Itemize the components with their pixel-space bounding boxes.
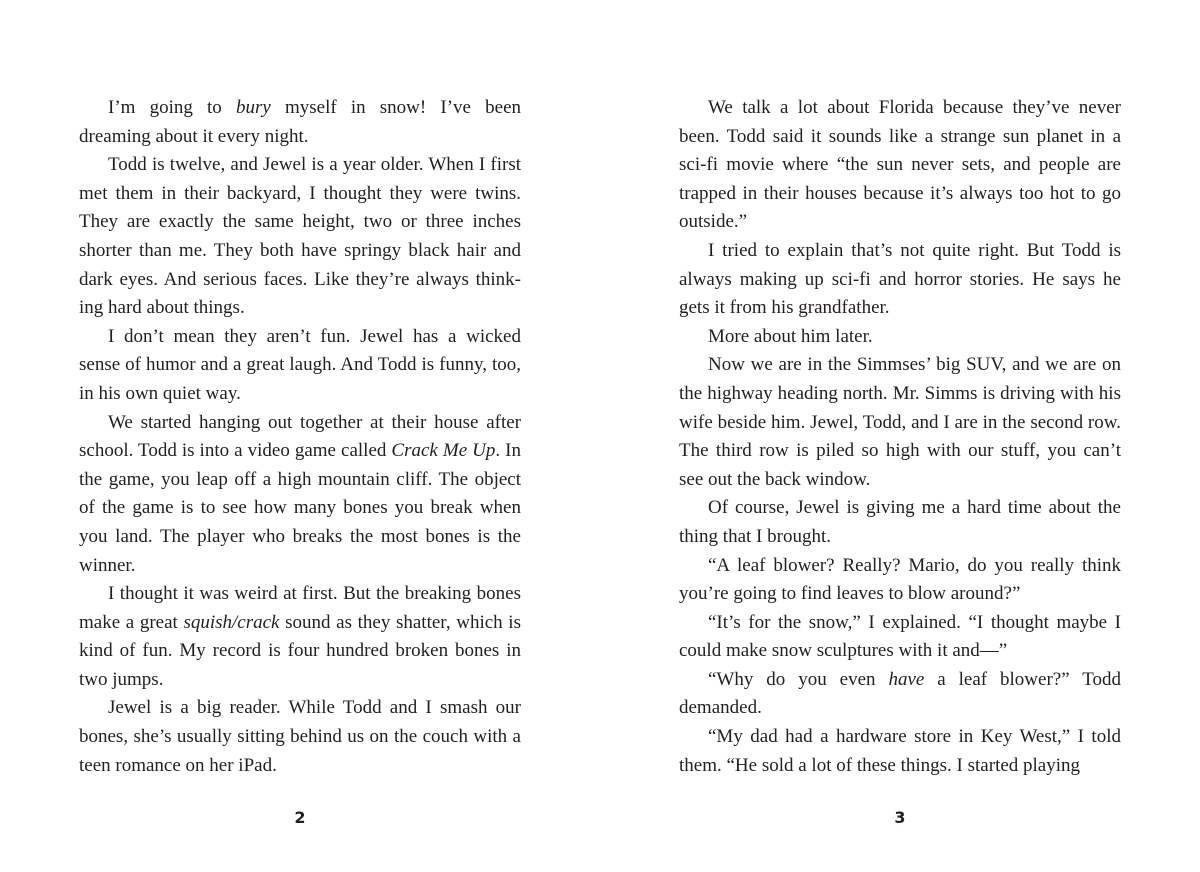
paragraph bbox=[679, 351, 1121, 494]
text-run: myself in snow! I’ve been dreaming about it every night. bbox=[79, 97, 521, 147]
paragraph bbox=[679, 494, 1121, 551]
paragraph bbox=[79, 694, 521, 780]
paragraph bbox=[79, 580, 521, 694]
paragraph bbox=[679, 552, 1121, 609]
paragraph bbox=[679, 666, 1121, 723]
left-page-body bbox=[79, 94, 521, 780]
paragraph bbox=[679, 237, 1121, 323]
text-run: “My dad had a hardware store in Key West,” I told them. “He sold a lot of these things. I started playing bbox=[679, 726, 1121, 776]
text-run: “It’s for the snow,” I explained. “I thought maybe I could make snow sculptures with it and—” bbox=[679, 611, 1121, 662]
italic-text-run: bury bbox=[235, 97, 271, 118]
italic-text-run: have bbox=[888, 668, 925, 690]
text-run: Of course, Jewel is giving me a hard time about the thing that I brought. bbox=[679, 497, 1121, 547]
paragraph bbox=[679, 723, 1121, 780]
italic-text-run: squish/crack bbox=[183, 611, 280, 633]
text-run: “Why do you even bbox=[708, 668, 889, 690]
paragraph bbox=[79, 94, 521, 151]
paragraph bbox=[679, 609, 1121, 666]
text-run: sound as they shatter, which is kind of fun. My record is four hundred broken bones in two jumps. bbox=[79, 611, 521, 690]
right-page-body bbox=[679, 94, 1121, 780]
text-run: We talk a lot about Florida because they’ve never been. Todd said it sounds like a strange sun planet in a sci-fi movie where “the sun never sets, and people are trapped in their houses because it’s always too hot to go outside.” bbox=[679, 97, 1121, 233]
text-run: More about him later. bbox=[708, 325, 873, 347]
paragraph bbox=[79, 409, 521, 581]
text-run: a leaf blower?” Todd demanded. bbox=[679, 668, 1122, 719]
paragraph bbox=[679, 94, 1121, 237]
paragraph bbox=[679, 323, 1121, 352]
page-number-right: 3 bbox=[894, 808, 906, 827]
italic-text-run: Crack Me Up bbox=[391, 440, 496, 462]
right-page bbox=[679, 94, 1121, 780]
page-number-left: 2 bbox=[294, 808, 306, 827]
text-run: We started hanging out together at their house after school. Todd is into a video game called bbox=[79, 411, 521, 462]
text-run: Jewel is a big reader. While Todd and I smash our bones, she’s usually sitting behind us on the couch with a teen romance on her iPad. bbox=[79, 697, 521, 776]
text-run: I don’t mean they aren’t fun. Jewel has a wicked sense of humor and a great laugh. And Todd is funny, too, in his own quiet way. bbox=[79, 325, 521, 404]
paragraph bbox=[79, 323, 521, 409]
left-page bbox=[79, 94, 521, 780]
paragraph bbox=[79, 151, 521, 323]
text-run: I tried to explain that’s not quite right. But Todd is always making up sci-fi and horror stories. He says he gets it from his grandfather. bbox=[679, 239, 1121, 319]
text-run: I thought it was weird at first. But the breaking bones make a great bbox=[79, 583, 521, 633]
text-run: Todd is twelve, and Jewel is a year older. When I first met them in their backyard, I thought they were twins. They are exactly the same height, two or three inches shorter than me. They both have springy black hair and dark eyes. And serious faces. Like they’re always think-ing hard about things. bbox=[79, 154, 521, 319]
text-run: . In the game, you leap off a high mountain cliff. The object of the game is to see how many bones you break when you land. The player who breaks the most bones is the winner. bbox=[79, 440, 522, 576]
text-run: I’m going to bbox=[108, 97, 236, 118]
text-run: Now we are in the Simmses’ big SUV, and we are on the highway heading north. Mr. Simms is driving with his wife beside him. Jewel, Todd, and I are in the second row. The third row is piled so high with our stuff, you can’t see out the back window. bbox=[679, 354, 1121, 490]
text-run: “A leaf blower? Really? Mario, do you really think you’re going to find leaves to blow around?” bbox=[679, 554, 1121, 605]
